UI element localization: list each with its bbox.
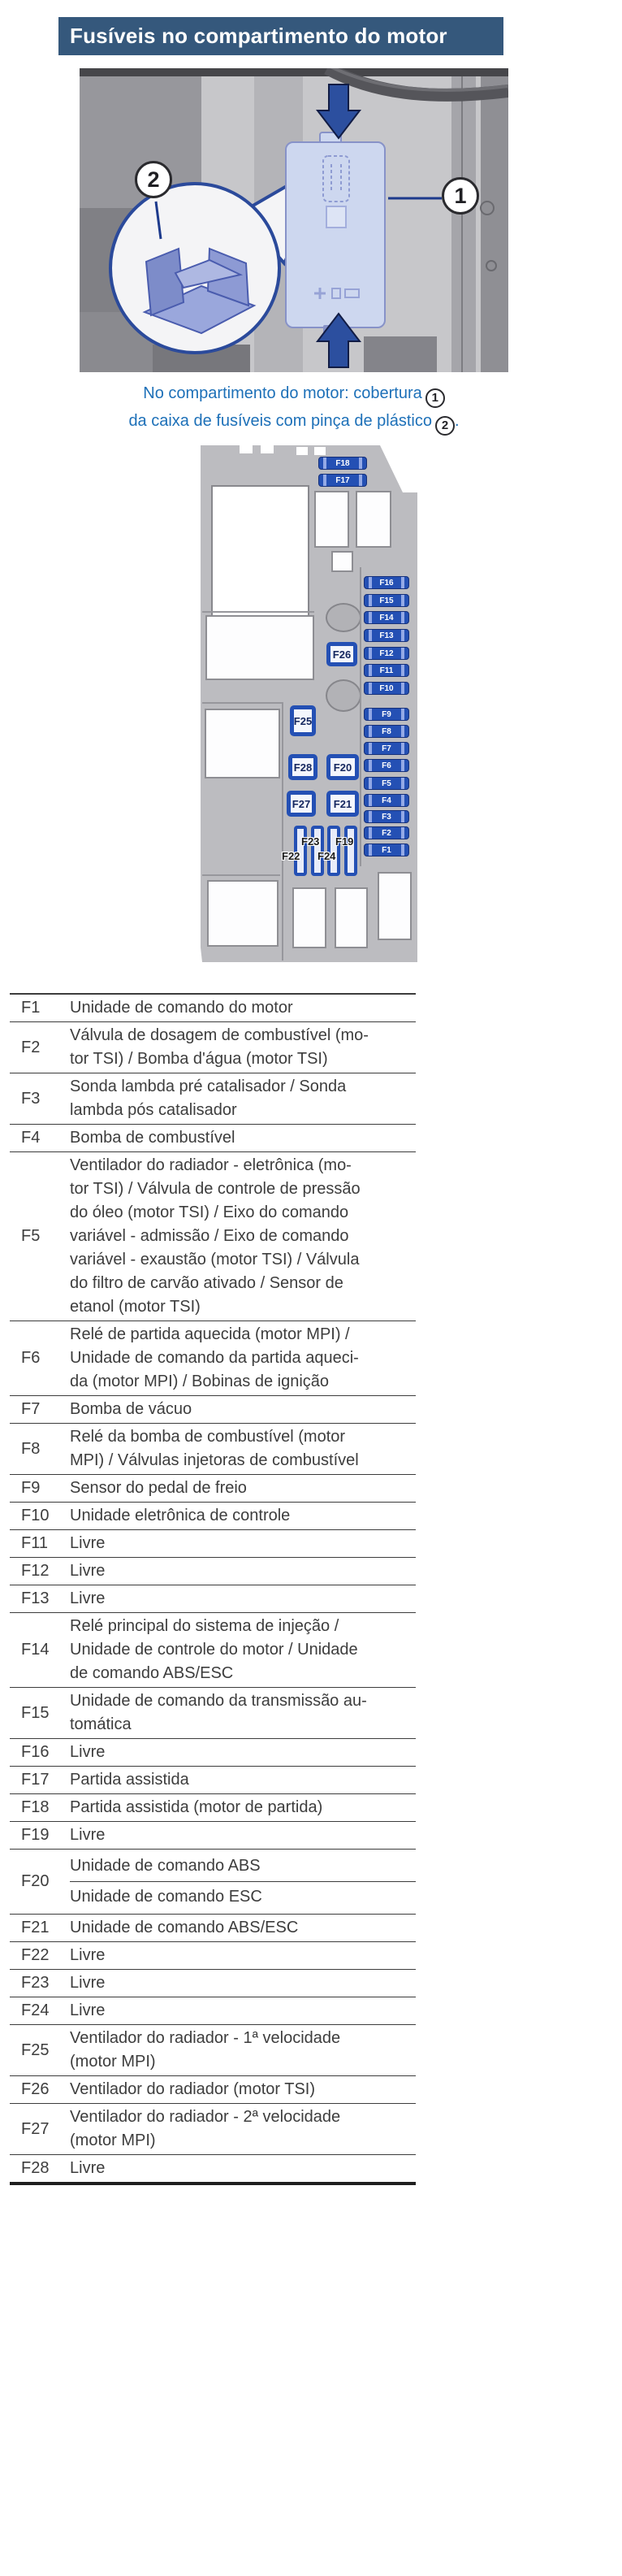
fuse-f27: F27 (287, 791, 316, 817)
fuse-f2: F2 (364, 826, 409, 839)
description-line: tor TSI) / Válvula de controle de pressão (70, 1180, 361, 1198)
caption-line2: da caixa de fusíveis com pinça de plástico (128, 412, 432, 430)
table-row (10, 1613, 416, 1688)
fuse-description (62, 1073, 416, 1124)
table-row (10, 1152, 416, 1321)
fuse-description (62, 1794, 416, 1821)
description-line: do óleo (motor TSI) / Eixo do comando (70, 1203, 349, 1221)
fuse-description (62, 1915, 416, 1941)
diagram-notch (261, 445, 274, 453)
fuse-description (62, 1942, 416, 1969)
description-line: tomática (70, 1715, 132, 1733)
description-line: Relé de partida aquecida (motor MPI) / (70, 1325, 350, 1343)
description-line: Livre (70, 1534, 106, 1552)
fuse-description (62, 1688, 416, 1738)
fuse-description (62, 2155, 416, 2182)
description-line: Livre (70, 2001, 106, 2019)
caption-callout-2: 2 (435, 416, 455, 436)
fuse-label-f24: F24 (317, 850, 336, 862)
fuse-id: F12 (21, 1562, 50, 1580)
fuse-f25: F25 (290, 705, 316, 736)
table-row (10, 2076, 416, 2104)
fuse-id: F24 (21, 2001, 50, 2019)
description-line: (motor MPI) (70, 2053, 156, 2071)
description-line: etanol (motor TSI) (70, 1298, 201, 1316)
fuse-f18: F18 (318, 457, 367, 470)
table-row (10, 1688, 416, 1739)
fuse-id: F15 (21, 1703, 50, 1722)
description-line: Sonda lambda pré catalisador / Sonda (70, 1078, 347, 1095)
diagram-notch (296, 447, 308, 455)
description-line: variável - exaustão (motor TSI) / Válvula (70, 1251, 360, 1268)
fuse-id: F17 (21, 1771, 50, 1789)
fuse-f4: F4 (364, 794, 409, 807)
relay-box (331, 551, 353, 572)
engine-bay-photo (80, 68, 508, 372)
table-row (10, 995, 416, 1022)
description-line: Livre (70, 2159, 106, 2177)
table-row (10, 1794, 416, 1822)
table-row (10, 1321, 416, 1396)
fuse-description (62, 1558, 416, 1585)
fuse-description (62, 1530, 416, 1557)
fuse-id: F7 (21, 1400, 41, 1418)
fuse-f12: F12 (364, 647, 409, 660)
relay-box (207, 880, 279, 947)
table-row (10, 1970, 416, 1997)
description-line: Livre (70, 1589, 106, 1607)
table-row (10, 1424, 416, 1475)
arrow-up-icon (317, 314, 360, 367)
description-line: da (motor MPI) / Bobinas de ignição (70, 1373, 330, 1390)
fuse-id: F5 (21, 1227, 41, 1245)
fuse-f14: F14 (364, 611, 409, 624)
fuse-label-f23: F23 (301, 835, 320, 848)
fuse-f7: F7 (364, 742, 409, 755)
fuse-f28: F28 (288, 754, 317, 780)
fuse-id: F2 (21, 1038, 41, 1056)
fuse-description-variant: Unidade de comando ESC (70, 1881, 416, 1912)
fuse-description (62, 1613, 416, 1687)
photo-caption (80, 380, 508, 436)
fuse-id: F22 (21, 1946, 50, 1964)
page-title: Fusíveis no compartimento do motor (58, 17, 503, 55)
description-line: Ventilador do radiador - 1ª velocidade (70, 2029, 341, 2047)
fuse-description (62, 1475, 416, 1502)
table-row (10, 1822, 416, 1850)
fuse-label-f19: F19 (335, 835, 354, 848)
fuse-description (62, 1970, 416, 1997)
fuse-id: F19 (21, 1826, 50, 1844)
description-line: variável - admissão / Eixo de comando (70, 1227, 349, 1245)
description-line: Unidade de comando do motor (70, 999, 293, 1017)
relay-box (205, 709, 280, 778)
description-line: Livre (70, 1946, 106, 1964)
description-line: Ventilador do radiador - eletrônica (mo- (70, 1156, 352, 1174)
fuse-description-variant: Unidade de comando ABS (70, 1857, 261, 1875)
fuse-id: F21 (21, 1919, 50, 1936)
diagram-ridge (202, 874, 280, 876)
caption-callout-1: 1 (425, 388, 445, 408)
fuse-f19 (344, 826, 357, 876)
description-line: Relé da bomba de combustível (motor (70, 1428, 346, 1446)
fuse-description (62, 1739, 416, 1766)
relay-box (314, 491, 349, 548)
diagram-ridge (202, 611, 314, 613)
relay-box (205, 615, 314, 680)
fuse-description (62, 2076, 416, 2103)
fuse-table (10, 993, 416, 2185)
fuse-f26: F26 (326, 642, 357, 666)
fuse-description (62, 1022, 416, 1073)
photo-annotations-front (80, 68, 508, 372)
table-row (10, 1558, 416, 1585)
fuse-f9: F9 (364, 708, 409, 721)
description-line: Válvula de dosagem de combustível (mo- (70, 1026, 369, 1044)
diagram-notch (240, 445, 253, 453)
arrow-down-icon (317, 85, 360, 138)
fuse-id: F4 (21, 1129, 41, 1147)
description-line: de comando ABS/ESC (70, 1664, 234, 1682)
fuse-description (62, 1503, 416, 1529)
relay-box (335, 887, 368, 948)
fuse-id: F18 (21, 1798, 50, 1816)
fuse-description (62, 1822, 416, 1849)
description-line: Partida assistida (70, 1771, 189, 1789)
description-line: Livre (70, 1974, 106, 1992)
table-row (10, 1997, 416, 2025)
fuse-description (62, 1767, 416, 1793)
description-line: MPI) / Válvulas injetoras de combustível (70, 1451, 359, 1469)
table-row (10, 1942, 416, 1970)
fuse-id: F26 (21, 2080, 50, 2098)
diagram-cutout (211, 485, 309, 632)
fuse-f5: F5 (364, 777, 409, 790)
fuse-f13: F13 (364, 629, 409, 642)
table-row (10, 1396, 416, 1424)
fuse-description (62, 1152, 416, 1321)
fuse-description (62, 1850, 416, 1914)
fuse-box-diagram (197, 444, 418, 965)
description-line: Unidade eletrônica de controle (70, 1507, 291, 1524)
description-line: Unidade de comando ABS/ESC (70, 1919, 299, 1936)
fuse-description (62, 2104, 416, 2154)
description-line: Livre (70, 1743, 106, 1761)
diagram-ridge (360, 567, 361, 866)
callout-1: 1 (442, 177, 479, 215)
relay-box (356, 491, 391, 548)
fuse-description (62, 1321, 416, 1395)
table-row (10, 2025, 416, 2076)
caption-line1: No compartimento do motor: cobertura (143, 384, 422, 402)
description-line: Ventilador do radiador - 2ª velocidade (70, 2108, 341, 2126)
fuse-id: F25 (21, 2040, 50, 2059)
fuse-id: F3 (21, 1089, 41, 1108)
table-row (10, 1767, 416, 1794)
fuse-f17: F17 (318, 474, 367, 487)
fuse-id: F14 (21, 1641, 50, 1659)
fuse-description (62, 1585, 416, 1612)
table-row (10, 1739, 416, 1767)
fuse-id: F8 (21, 1439, 41, 1458)
description-line: Bomba de vácuo (70, 1400, 192, 1418)
fuse-description (62, 1125, 416, 1151)
description-line: Sensor do pedal de freio (70, 1479, 247, 1497)
table-row (10, 1022, 416, 1073)
diagram-knob (326, 603, 361, 632)
fuse-id: F11 (21, 1534, 48, 1552)
table-row (10, 1850, 416, 1915)
table-row (10, 1475, 416, 1503)
fuse-id: F16 (21, 1743, 50, 1761)
fuse-description (62, 995, 416, 1021)
fuse-id: F28 (21, 2159, 50, 2177)
fuse-f6: F6 (364, 759, 409, 772)
table-row (10, 1530, 416, 1558)
callout-2: 2 (135, 161, 172, 198)
fuse-description (62, 1424, 416, 1474)
description-line: tor TSI) / Bomba d'água (motor TSI) (70, 1050, 328, 1068)
description-line: Ventilador do radiador (motor TSI) (70, 2080, 316, 2098)
fuse-id: F6 (21, 1349, 41, 1367)
caption-period: . (454, 412, 460, 430)
table-row (10, 2104, 416, 2155)
fuse-f11: F11 (364, 664, 409, 677)
fuse-id: F23 (21, 1974, 50, 1992)
fuse-f3: F3 (364, 810, 409, 823)
description-line: do filtro de carvão ativado / Sensor de (70, 1274, 343, 1292)
fuse-f21: F21 (326, 791, 359, 817)
fuse-f8: F8 (364, 725, 409, 738)
description-line: Bomba de combustível (70, 1129, 235, 1147)
description-line: Unidade de comando da transmissão au- (70, 1692, 367, 1710)
table-row (10, 1125, 416, 1152)
fuse-id: F10 (21, 1507, 50, 1524)
description-line: Unidade de controle do motor / Unidade (70, 1641, 358, 1659)
description-line: Partida assistida (motor de partida) (70, 1798, 323, 1816)
table-row (10, 1073, 416, 1125)
fuse-f10: F10 (364, 682, 409, 695)
table-row (10, 1503, 416, 1530)
description-line: lambda pós catalisador (70, 1101, 237, 1119)
fuse-description (62, 1396, 416, 1423)
table-row (10, 1915, 416, 1942)
relay-box (292, 887, 326, 948)
table-row (10, 1585, 416, 1613)
fuse-f15: F15 (364, 594, 409, 607)
description-line: Livre (70, 1562, 106, 1580)
fuse-description (62, 1997, 416, 2024)
fuse-id: F9 (21, 1479, 41, 1497)
description-line: Relé principal do sistema de injeção / (70, 1617, 339, 1635)
description-line: Unidade de comando da partida aqueci- (70, 1349, 359, 1367)
description-line: Livre (70, 1826, 106, 1844)
fuse-f20: F20 (326, 754, 359, 780)
diagram-ridge (202, 702, 282, 704)
fuse-f16: F16 (364, 576, 409, 589)
fuse-description (62, 2025, 416, 2075)
fuse-id: F13 (21, 1589, 50, 1607)
fuse-f1: F1 (364, 843, 409, 856)
diagram-ridge (282, 702, 283, 961)
description-line: (motor MPI) (70, 2131, 156, 2149)
diagram-notch (314, 447, 326, 455)
relay-box (378, 872, 412, 940)
fuse-id: F1 (21, 999, 41, 1017)
fuse-id: F20 (21, 1872, 50, 1890)
diagram-knob (326, 679, 361, 712)
fuse-label-f22: F22 (282, 850, 300, 862)
table-row (10, 2155, 416, 2182)
fuse-id: F27 (21, 2119, 50, 2138)
